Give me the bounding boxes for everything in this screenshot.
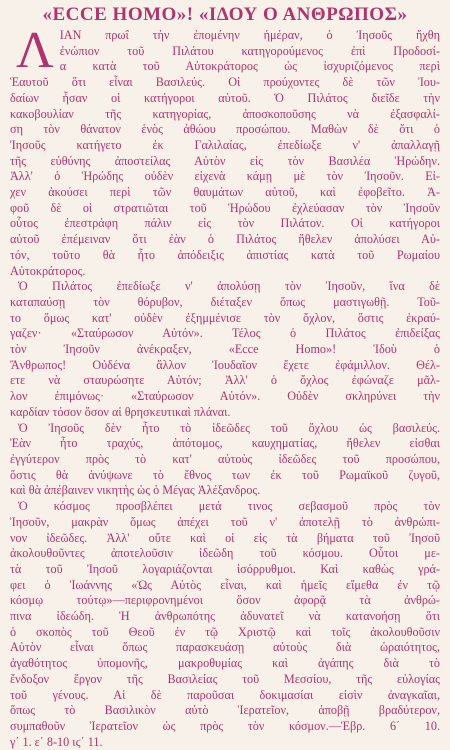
- text-line: δαίων ἦσαν οἱ κατήγοροι αὐτοῦ. Ὁ Πιλάτος διεῖδε τὴν: [10, 90, 440, 105]
- text-line: τὸν Ἰησοῦν ἀνέκραξεν, «Ecce Homo»! Ἰδοὺ ὁ: [10, 342, 440, 357]
- text-line: ἀκολουθοῦντες ἀποτελοῦσιν ἰδεῶδη τοῦ κόσμου. Οὗτοι με-: [10, 546, 440, 561]
- text-line: οὗτος ἐπεστράφη πάλιν εἰς τὸν Πιλάτον. Οἱ κατήγοροι: [10, 216, 440, 231]
- text-line: Ὁ Πιλάτος ἐπεδίωξε ν' ἀπολύσῃ τὸν Ἰησοῦν, ἵνα δὲ: [18, 279, 440, 294]
- text-line: πινα ἰδεώδη. Ἡ ἀνθρωπότης ἀδυνατεῖ νὰ κατανοήσῃ ὅτι: [10, 609, 440, 624]
- text-line: τὰ τοῦ Ἰησοῦ λογαριάζονται ἰσόρρυθμοι. Καὶ καθὼς γρά-: [10, 561, 440, 576]
- text-line: ἀγαθότητος ὑπομονῆς, μακροθυμίας καὶ ἀγάπης διὰ τὸ: [10, 656, 440, 671]
- text-line: αὐτοῦ ἐπέμειναν ὅτι ἐὰν ὁ Πιλάτος ἤθελεν ἀπολύσει Αὐ-: [10, 232, 440, 247]
- text-line: τοῦ γένους. Αἱ δὲ παροῦσαι δοκιμασίαι εἰσὶν ἀναγκαῖαι,: [10, 687, 440, 702]
- text-line: χεν ἀκούσει περὶ τῶν θαυμάτων αὐτοῦ, καὶ ἐφοβεῖτο. Ἀ-: [10, 185, 440, 200]
- text-line: καρδίαν τόσον ὅσον αἱ θρησκευτικαὶ πλάναι.: [10, 404, 231, 419]
- text-line: Αὐτὸν εἶναι ὅπως παρασκευάσῃ αὐτοὺς διὰ ὡραιότητος,: [10, 640, 440, 655]
- text-line: λον ἐπιμόνως· «Σταύρωσον Αὐτόν». Οὐδὲν σκληρύνει τὴν: [10, 389, 440, 404]
- text-line: γ΄ 1. ε΄ 8-10 ιϛ΄ 11.: [10, 734, 103, 749]
- text-line: Ἑαυτοῦ ὅτι εἶναι Βασιλεύς. Οἱ προύχοντες δὲ τῶν Ἰου-: [10, 75, 440, 90]
- text-line: ετε νὰ σταυρώσητε Αὐτόν; Ἀλλ' ὁ ὄχλος ἐφώναζε μᾶλ-: [10, 373, 440, 388]
- text-line: ὁ σκοπὸς τοῦ Θεοῦ ἐν τῷ Χριστῷ καὶ τοῖς ἀκολουθοῦσιν: [10, 624, 440, 639]
- page-title: «ECCE HOMO»! «ΙΔΟΥ Ο ΑΝΘΡΩΠΟΣ»: [42, 4, 408, 25]
- text-line: Ἰησοῦς κατήγετο ἐκ Γαλιλαίας, ἐπεδίωξε ν' ἀπαλλαγῇ: [10, 137, 440, 152]
- text-line: φοῦ δὲ οἱ στρατιῶται τοῦ Ἡρώδου ἐχλεύασαν τὸν Ἰησοῦν: [10, 200, 440, 215]
- text-line: κακοβουλίαν τῆς κατηγορίας, ἀποσκοποῦσης νὰ ἐξασφαλί-: [10, 106, 440, 121]
- text-line: Ἐὰν ἦτο τραχύς, ἀπότομος, καυχηματίας, ἤθελεν εἰσθαι: [10, 436, 440, 451]
- text-line: το ὅμως κατ' οὐδὲν ἐξημμένισε τὸν ὄχλον, ὅστις ἐκραύ-: [10, 310, 440, 325]
- text-line: τῆς εὐθύνης ἀποστείλας Αὐτὸν εἰς τὸν Βασιλέα Ἡρώδην.: [10, 153, 440, 168]
- text-line: Ἄνθρωπος! Οὐδένα ἄλλον Ἰουδαῖον ἔχετε ἐφάμιλλον. Θέλ-: [10, 357, 440, 372]
- text-line: ὅστις θὰ ἀνύψωνε τὸ ἔθνος των ἐκ τοῦ Ρωμαϊκοῦ ζυγοῦ,: [10, 467, 440, 482]
- text-line: ὅπως τὸ Βασιλικὸν αὐτὸ Ἱερατεῖον, ἀποβῇ βραδύτερον,: [10, 703, 440, 718]
- text-line: Αὐτοκράτορος.: [10, 263, 86, 278]
- text-line: καὶ θὰ ἀπέβαινεν νικητὴς ὡς ὁ Μέγας Ἀλέξανδρος.: [10, 483, 261, 498]
- drop-cap: Λ: [16, 22, 54, 79]
- body-text: [10, 22, 440, 750]
- text-line: ση τὸν θάνατον ἑνὸς ἀθώου προσώπου. Μαθὼν δὲ ὅτι ὁ: [10, 122, 440, 137]
- text-line: καταπαύσῃ τὸν θόρυβον, διέταξεν ὅπως μαστιγωθῇ. Τοῦ-: [10, 294, 440, 309]
- text-line: γαζεν· «Σταύρωσον Αὐτόν». Τέλος ὁ Πιλάτος ἐπιδείξας: [10, 326, 440, 341]
- text-line: κόσμῳ τούτῳ»—περιφρονημένοι ὅσον ἀφορᾷ τὰ ἀνθρώ-: [10, 593, 440, 608]
- text-line: Ὁ κόσμος προσβλέπει μετά τινος σεβασμοῦ πρὸς τὸν: [18, 499, 440, 514]
- text-line: τόν, τοῦτο θὰ ἦτο ἀπόδειξις ἀπιστίας κατὰ τοῦ Ρωμαίου: [10, 247, 440, 262]
- text-line: ἐνώπιον τοῦ Πιλάτου κατηγορούμενος ἐπὶ Προδοσί-: [59, 43, 440, 58]
- text-line: φει ὁ Ἰωάννης «Ὡς Αὐτὸς εἶναι, καὶ ἡμεῖς εἴμεθα ἐν τῷ: [10, 577, 440, 592]
- text-line: ἔνδοξον ἔργον τῆς Βασιλείας τοῦ Μεσσίου, τῆς εὐλογίας: [10, 671, 440, 686]
- text-line: ἐγγύτερον πρὸς τὸ κατ' αὐτοὺς ἰδεῶδες τοῦ προσώπου,: [10, 451, 440, 466]
- text-line: Ἰησοῦν, μακρὰν ὅμως ἀπέχει τοῦ ν' ἀποτελῇ τὸ ἀνθρώπι-: [10, 514, 440, 529]
- text-line: α κατὰ τοῦ Αὐτοκράτορος ὡς ἰσχυριζόμενος περὶ: [59, 59, 440, 74]
- text-line: συμπαθοῦν Ἱερατεῖον ὡς πρὸς τὸν κόσμον.—Ἑβρ. 6΄ 10.: [10, 718, 440, 733]
- text-line: ΙΑΝ πρωΐ τὴν ἐπομένην ἡμέραν, ὁ Ἰησοῦς ἤχθη: [59, 28, 440, 42]
- text-line: Ἀλλ' ὁ Ἡρώδης οὐδὲν εἰχενὰ κάμῃ μὲ τὸν Ἰησοῦν. Εἰ-: [10, 169, 440, 184]
- text-line: Ὁ Ἰησοῦς δὲν ἦτο τὸ ἰδεῶδες τοῦ ὄχλου ὡς βασιλεύς.: [18, 420, 440, 435]
- text-line: νον ἰδεῶδες. Ἀλλ' οὔτε καὶ οἱ εἰς τὰ βήματα τοῦ Ἰησοῦ: [10, 530, 440, 545]
